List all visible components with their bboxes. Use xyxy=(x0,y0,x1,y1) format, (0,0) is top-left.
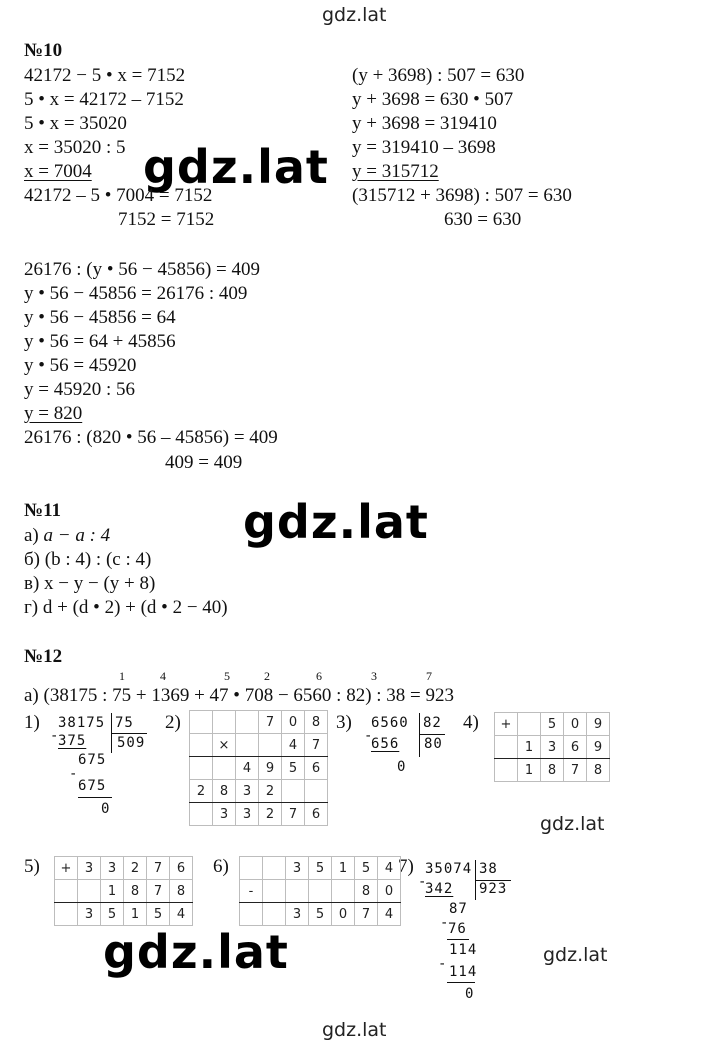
step-label: 7) xyxy=(398,856,414,877)
minus-sign: - xyxy=(50,728,60,744)
remainder-step: 114 xyxy=(449,942,478,958)
subtrahend: 114 xyxy=(449,964,478,980)
divisor: 38 xyxy=(479,861,498,877)
remainder-step: 675 xyxy=(78,752,107,768)
expr-a: а) a − a : 4 xyxy=(24,525,111,546)
subtrahend: 342 xyxy=(425,881,454,897)
heading-10: №10 xyxy=(24,40,63,61)
eq-line: 42172 − 5 • x = 7152 xyxy=(24,65,186,86)
dividend: 35074 xyxy=(425,861,473,877)
remainder: 0 xyxy=(465,986,475,1002)
minus-sign: - xyxy=(418,874,428,890)
expr-g: г) d + (d • 2) + (d • 2 − 40) xyxy=(24,597,228,618)
order-index: 7 xyxy=(426,669,432,683)
step-label: 1) xyxy=(24,712,40,733)
quotient: 80 xyxy=(424,736,443,752)
order-index: 3 xyxy=(371,669,377,683)
eq-check: 7152 = 7152 xyxy=(118,209,215,230)
watermark-2: gdz.lat xyxy=(243,495,429,549)
watermark-bottom: gdz.lat xyxy=(322,1019,387,1041)
addition-grid-4: + 5 0 9 1 3 6 9 1 8 7 8 xyxy=(494,712,610,782)
eq-answer: x = 7004 xyxy=(24,161,92,182)
addition-grid-5: + 3 3 2 7 6 1 8 7 8 3 5 1 5 4 xyxy=(54,856,193,926)
order-index: 1 xyxy=(119,669,125,683)
eq-check: 42172 – 5 • 7004 = 7152 xyxy=(24,185,213,206)
step-label: 2) xyxy=(165,712,181,733)
expr-v: в) x − y − (y + 8) xyxy=(24,573,156,594)
heading-12: №12 xyxy=(24,646,63,667)
order-index: 2 xyxy=(264,669,270,683)
remainder: 0 xyxy=(101,801,111,817)
remainder-step: 87 xyxy=(449,901,468,917)
order-index: 6 xyxy=(316,669,322,683)
minus-sign: - xyxy=(364,728,374,744)
subtraction-grid-6: 3 5 1 5 4 - 8 0 3 5 0 7 4 xyxy=(239,856,401,926)
eq-line: x = 35020 : 5 xyxy=(24,137,126,158)
eq-answer: y = 820 xyxy=(24,403,83,424)
dividend: 6560 xyxy=(371,715,409,731)
remainder: 0 xyxy=(397,759,407,775)
step-label: 5) xyxy=(24,856,40,877)
watermark-top: gdz.lat xyxy=(322,4,387,26)
minus-sign: - xyxy=(69,766,79,782)
eq-line: y = 319410 – 3698 xyxy=(352,137,496,158)
step-label: 4) xyxy=(463,712,479,733)
step-label: 6) xyxy=(213,856,229,877)
eq-line: y • 56 − 45856 = 26176 : 409 xyxy=(24,283,248,304)
order-index: 4 xyxy=(160,669,166,683)
minus-sign: - xyxy=(440,915,450,931)
eq-line: y • 56 = 45920 xyxy=(24,355,137,376)
dividend: 38175 xyxy=(58,715,106,731)
expr-b: б) (b : 4) : (c : 4) xyxy=(24,549,152,570)
eq-line: y + 3698 = 319410 xyxy=(352,113,497,134)
quotient: 923 xyxy=(479,881,508,897)
eq-check: 26176 : (820 • 56 – 45856) = 409 xyxy=(24,427,278,448)
eq-line: y • 56 − 45856 = 64 xyxy=(24,307,176,328)
expression-12a: а) (38175 : 75 + 1369 + 47 • 708 − 6560 : 82) : 38 = 923 xyxy=(24,685,455,706)
eq-line: y • 56 = 64 + 45856 xyxy=(24,331,176,352)
subtrahend: 375 xyxy=(58,733,87,749)
watermark-3: gdz.lat xyxy=(540,813,605,835)
divisor: 82 xyxy=(423,715,442,731)
order-index: 5 xyxy=(224,669,230,683)
eq-check: 630 = 630 xyxy=(444,209,522,230)
eq-line: 5 • x = 35020 xyxy=(24,113,127,134)
eq-check: 409 = 409 xyxy=(165,452,243,473)
eq-line: y = 45920 : 56 xyxy=(24,379,135,400)
divisor: 75 xyxy=(115,715,134,731)
subtrahend: 656 xyxy=(371,736,400,752)
eq-line: y + 3698 = 630 • 507 xyxy=(352,89,514,110)
watermark-1: gdz.lat xyxy=(143,140,329,194)
eq-line: 26176 : (y • 56 − 45856) = 409 xyxy=(24,259,261,280)
heading-11: №11 xyxy=(24,500,62,521)
step-label: 3) xyxy=(336,712,352,733)
quotient: 509 xyxy=(117,735,146,751)
eq-answer: y = 315712 xyxy=(352,161,439,182)
minus-sign: - xyxy=(438,956,448,972)
eq-check: (315712 + 3698) : 507 = 630 xyxy=(352,185,572,206)
eq-line: 5 • x = 42172 – 7152 xyxy=(24,89,184,110)
subtrahend: 76 xyxy=(448,921,467,937)
multiplication-grid: 7 0 8 × 4 7 4 9 5 6 2 8 3 2 3 3 2 7 6 xyxy=(189,710,328,826)
subtrahend: 675 xyxy=(78,778,107,794)
watermark-4: gdz.lat xyxy=(103,925,289,979)
eq-line: (y + 3698) : 507 = 630 xyxy=(352,65,525,86)
watermark-5: gdz.lat xyxy=(543,944,608,966)
